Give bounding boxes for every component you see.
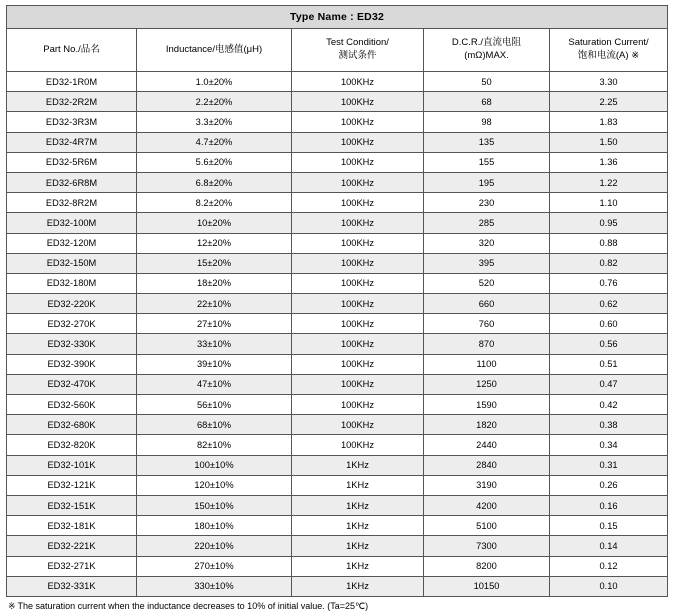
table-cell: 6.8±20% (137, 172, 292, 192)
table-cell: ED32-101K (7, 455, 137, 475)
table-cell: 12±20% (137, 233, 292, 253)
table-cell: ED32-181K (7, 516, 137, 536)
table-cell: 1KHz (292, 495, 424, 515)
table-cell: ED32-220K (7, 294, 137, 314)
table-cell: 100KHz (292, 172, 424, 192)
table-cell: 1.22 (550, 172, 668, 192)
table-row (7, 536, 668, 556)
table-cell: 8200 (424, 556, 550, 576)
table-row (7, 314, 668, 334)
table-cell: 100KHz (292, 92, 424, 112)
table-cell: 1100 (424, 354, 550, 374)
table-cell: 1.36 (550, 152, 668, 172)
table-row (7, 92, 668, 112)
table-cell: ED32-100M (7, 213, 137, 233)
footnote-text: The saturation current when the inductance decreases to 10% of initial value. (Ta=25℃) (17, 600, 369, 611)
table-cell: 0.15 (550, 516, 668, 536)
table-cell: 1.10 (550, 193, 668, 213)
table-cell: 100KHz (292, 193, 424, 213)
table-cell: 56±10% (137, 395, 292, 415)
table-row (7, 415, 668, 435)
table-row (7, 395, 668, 415)
column-header-row (7, 29, 668, 72)
table-cell: ED32-151K (7, 495, 137, 515)
table-cell: 0.38 (550, 415, 668, 435)
table-cell: ED32-820K (7, 435, 137, 455)
table-body (7, 72, 668, 597)
table-cell: 10150 (424, 576, 550, 596)
table-cell: 68±10% (137, 415, 292, 435)
table-cell: 195 (424, 172, 550, 192)
column-header-dcr-line1: D.C.R./直流电阻 (451, 37, 522, 49)
table-cell: ED32-1R0M (7, 72, 137, 92)
table-cell: 1KHz (292, 516, 424, 536)
table-cell: 155 (424, 152, 550, 172)
table-row (7, 172, 668, 192)
table-cell: 120±10% (137, 475, 292, 495)
table-row (7, 354, 668, 374)
table-cell: 3.3±20% (137, 112, 292, 132)
table-cell: 100KHz (292, 354, 424, 374)
table-cell: ED32-270K (7, 314, 137, 334)
table-cell: 100KHz (292, 233, 424, 253)
table-cell: 100KHz (292, 374, 424, 394)
table-cell: ED32-560K (7, 395, 137, 415)
table-row (7, 233, 668, 253)
table-cell: 5.6±20% (137, 152, 292, 172)
table-cell: ED32-271K (7, 556, 137, 576)
column-header-test-condition-line1: Test Condition/ (326, 37, 389, 49)
table-row (7, 112, 668, 132)
table-cell: 7300 (424, 536, 550, 556)
table-cell: ED32-221K (7, 536, 137, 556)
table-cell: 50 (424, 72, 550, 92)
table-cell: ED32-3R3M (7, 112, 137, 132)
table-cell: 1KHz (292, 536, 424, 556)
table-cell: 0.47 (550, 374, 668, 394)
table-cell: ED32-330K (7, 334, 137, 354)
column-header-inductance-line1: Inductance/电感值(μH) (165, 43, 263, 55)
table-cell: ED32-2R2M (7, 92, 137, 112)
footnote (6, 601, 667, 613)
table-cell: ED32-6R8M (7, 172, 137, 192)
table-row (7, 556, 668, 576)
table-cell: 0.88 (550, 233, 668, 253)
table-row (7, 193, 668, 213)
table-row (7, 334, 668, 354)
table-cell: 1.0±20% (137, 72, 292, 92)
table-cell: 100KHz (292, 152, 424, 172)
table-cell: 27±10% (137, 314, 292, 334)
page-title: Type Name : ED32 (7, 6, 668, 29)
table-cell: ED32-331K (7, 576, 137, 596)
table-cell: 1KHz (292, 556, 424, 576)
table-row (7, 576, 668, 596)
table-cell: 220±10% (137, 536, 292, 556)
column-header-dcr-line2: (mΩ)MAX. (464, 50, 509, 61)
table-cell: ED32-4R7M (7, 132, 137, 152)
table-row (7, 132, 668, 152)
table-cell: 1590 (424, 395, 550, 415)
table-cell: 0.16 (550, 495, 668, 515)
table-row (7, 253, 668, 273)
table-cell: 520 (424, 273, 550, 293)
table-cell: 2840 (424, 455, 550, 475)
table-cell: 270±10% (137, 556, 292, 576)
table-row (7, 213, 668, 233)
table-cell: 1820 (424, 415, 550, 435)
table-cell: 870 (424, 334, 550, 354)
table-cell: 1KHz (292, 576, 424, 596)
table-cell: 2.2±20% (137, 92, 292, 112)
table-cell: ED32-680K (7, 415, 137, 435)
table-cell: 4.7±20% (137, 132, 292, 152)
table-cell: 3.30 (550, 72, 668, 92)
table-row (7, 72, 668, 92)
table-cell: 47±10% (137, 374, 292, 394)
table-cell: 100KHz (292, 415, 424, 435)
column-header-inductance (137, 29, 292, 72)
table-cell: 22±10% (137, 294, 292, 314)
table-cell: 2440 (424, 435, 550, 455)
table-cell: 150±10% (137, 495, 292, 515)
table-cell: 100KHz (292, 112, 424, 132)
table-cell: 395 (424, 253, 550, 273)
table-cell: 100KHz (292, 132, 424, 152)
column-header-test-condition-line2: 测试条件 (338, 50, 377, 61)
table-row (7, 152, 668, 172)
column-header-part-no (7, 29, 137, 72)
table-cell: 100KHz (292, 294, 424, 314)
table-cell: 0.62 (550, 294, 668, 314)
table-cell: 660 (424, 294, 550, 314)
table-cell: 39±10% (137, 354, 292, 374)
table-cell: 1.83 (550, 112, 668, 132)
table-cell: 10±20% (137, 213, 292, 233)
table-cell: ED32-470K (7, 374, 137, 394)
specification-table (6, 5, 668, 597)
table-cell: 0.34 (550, 435, 668, 455)
table-cell: 33±10% (137, 334, 292, 354)
table-cell: 0.51 (550, 354, 668, 374)
table-cell: 100KHz (292, 253, 424, 273)
table-cell: 8.2±20% (137, 193, 292, 213)
table-cell: 100KHz (292, 314, 424, 334)
table-row (7, 374, 668, 394)
table-cell: ED32-8R2M (7, 193, 137, 213)
table-cell: ED32-5R6M (7, 152, 137, 172)
table-row (7, 495, 668, 515)
table-cell: 0.26 (550, 475, 668, 495)
table-cell: ED32-121K (7, 475, 137, 495)
table-cell: ED32-120M (7, 233, 137, 253)
table-cell: 1KHz (292, 475, 424, 495)
table-cell: 0.42 (550, 395, 668, 415)
table-cell: 1KHz (292, 455, 424, 475)
table-cell: 330±10% (137, 576, 292, 596)
table-cell: 0.60 (550, 314, 668, 334)
table-cell: 100KHz (292, 334, 424, 354)
table-cell: 98 (424, 112, 550, 132)
table-cell: 3190 (424, 475, 550, 495)
table-header (7, 6, 668, 72)
table-cell: 100KHz (292, 395, 424, 415)
table-cell: ED32-390K (7, 354, 137, 374)
table-cell: 1250 (424, 374, 550, 394)
footnote-marker: ※ (8, 600, 16, 611)
table-row (7, 435, 668, 455)
table-cell: 285 (424, 213, 550, 233)
column-header-saturation-current-line2: 饱和电流(A) ※ (577, 50, 640, 61)
column-header-saturation-current (550, 29, 668, 72)
table-cell: 320 (424, 233, 550, 253)
table-row (7, 273, 668, 293)
table-cell: 100KHz (292, 273, 424, 293)
column-header-part-no-line1: Part No./品名 (43, 43, 100, 55)
table-cell: 0.10 (550, 576, 668, 596)
table-cell: 0.76 (550, 273, 668, 293)
table-cell: 68 (424, 92, 550, 112)
table-cell: 760 (424, 314, 550, 334)
table-cell: 230 (424, 193, 550, 213)
table-cell: 1.50 (550, 132, 668, 152)
table-row (7, 475, 668, 495)
table-cell: 0.12 (550, 556, 668, 576)
table-cell: 0.95 (550, 213, 668, 233)
table-cell: 0.14 (550, 536, 668, 556)
table-cell: ED32-150M (7, 253, 137, 273)
table-cell: 2.25 (550, 92, 668, 112)
table-cell: 5100 (424, 516, 550, 536)
column-header-test-condition (292, 29, 424, 72)
table-title-row (7, 6, 668, 29)
table-cell: 82±10% (137, 435, 292, 455)
table-cell: 15±20% (137, 253, 292, 273)
table-cell: 135 (424, 132, 550, 152)
table-cell: 0.82 (550, 253, 668, 273)
table-cell: 0.56 (550, 334, 668, 354)
table-cell: 180±10% (137, 516, 292, 536)
table-cell: 100±10% (137, 455, 292, 475)
table-cell: 4200 (424, 495, 550, 515)
table-row (7, 294, 668, 314)
table-cell: 100KHz (292, 72, 424, 92)
table-cell: 100KHz (292, 435, 424, 455)
column-header-dcr (424, 29, 550, 72)
table-cell: ED32-180M (7, 273, 137, 293)
table-cell: 18±20% (137, 273, 292, 293)
table-row (7, 455, 668, 475)
table-cell: 0.31 (550, 455, 668, 475)
column-header-saturation-current-line1: Saturation Current/ (568, 37, 649, 49)
table-row (7, 516, 668, 536)
table-cell: 100KHz (292, 213, 424, 233)
